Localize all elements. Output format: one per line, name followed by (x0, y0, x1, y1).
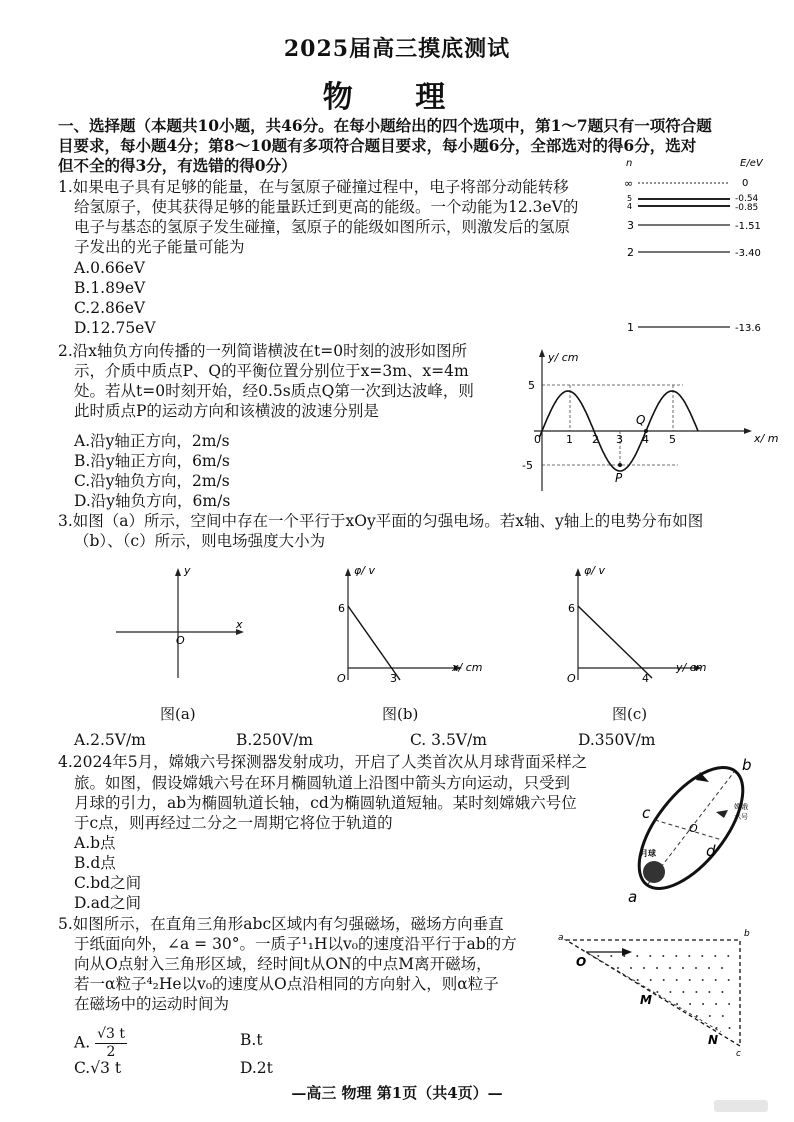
q2-text-line: 2.沿x轴负方向传播的一列简谐横波在t=0时刻的波形如图所 (58, 342, 468, 360)
field-dot (637, 979, 639, 981)
field-dot (688, 955, 690, 957)
level-e-label: -1.51 (735, 221, 761, 232)
q4-text-line: 4.2024年5月，嫦娥六号探测器发射成功，开启了人类首次从月球背面采样之 (58, 753, 588, 771)
energy-level-diagram (620, 150, 785, 340)
tick-x-5: 5 (669, 433, 676, 446)
level-e-label: -3.40 (735, 248, 761, 259)
magnetic-field-dots (597, 955, 730, 1029)
exam-title: 2025届高三摸底测试 (283, 36, 511, 62)
field-dot (669, 967, 671, 969)
level-e-label: 0 (742, 178, 749, 189)
q5-option-a (74, 1026, 127, 1061)
field-dot (714, 955, 716, 957)
label-o: O (689, 822, 698, 835)
field-dot (722, 1015, 724, 1017)
fig-c-x-intercept: 4 (642, 672, 649, 685)
probe-label: 六号 (734, 813, 748, 821)
label-a: a (558, 933, 564, 943)
q5-option-a-label: A. (74, 1033, 91, 1052)
fig-a-y-arrow-icon (175, 568, 181, 576)
level-e-label: -13.6 (735, 323, 761, 334)
fig-a-y-label: y (184, 564, 191, 577)
field-dot (682, 991, 684, 993)
probe-icon (716, 810, 728, 818)
fig-c-y-intercept: 6 (568, 602, 575, 615)
watermark-badge (714, 1100, 768, 1112)
fig-b-caption: 图(b) (382, 705, 419, 723)
q2-text-line: 示，介质中质点P、Q的平衡位置分别位于x=3m、x=4m (74, 362, 469, 380)
q5-text-line: 在磁场中的运动时间为 (74, 995, 230, 1013)
q5-option-d: D.2t (240, 1059, 273, 1077)
field-dot (729, 1027, 731, 1029)
field-dot (708, 967, 710, 969)
tick-x-4: 4 (642, 433, 649, 446)
q1-option-d: D.12.75eV (74, 319, 156, 337)
label-c: c (736, 1049, 741, 1058)
page-footer: —高三 物理 第1页（共4页）— (291, 1084, 503, 1102)
field-dot (636, 955, 638, 957)
field-dot (727, 955, 729, 957)
tick-y-5: 5 (528, 379, 535, 392)
moon-icon (643, 861, 665, 883)
figure-c-graph (556, 560, 726, 690)
label-d: d (706, 842, 716, 860)
moon-label: 月球 (640, 849, 656, 858)
q1-text-line: 给氢原子，使其获得足够的能量跃迁到更高的能级。一个动能为12.3eV的 (74, 198, 579, 216)
fig-c-y-arrow-icon (575, 568, 581, 576)
field-dot (597, 955, 599, 957)
fig-b-origin: O (337, 672, 346, 685)
level-n-label: 3 (627, 219, 634, 232)
fig-c-origin: O (567, 672, 576, 685)
label-n: N (708, 1033, 719, 1047)
level-n-label: 5 (627, 194, 633, 203)
q2-text-line: 处。若从t=0时刻开始，经0.5s质点Q第一次到达波峰，则 (74, 382, 474, 400)
label-m: M (640, 993, 652, 1007)
level-e-label: -0.54 (735, 194, 759, 204)
fig-b-x-intercept: 3 (390, 672, 397, 685)
field-dot (656, 967, 658, 969)
q1-text-line: 电子与基态的氢原子发生碰撞，氢原子的能级如图所示，则激发后的氢原 (74, 218, 571, 236)
q5-text-line: 5.如图所示，在直角三角形abc区域内有匀强磁场，磁场方向垂直 (58, 915, 504, 933)
fig-b-y-intercept: 6 (338, 602, 345, 615)
wave-x-label: x/ m (754, 432, 779, 445)
q5-option-b: B.t (240, 1031, 263, 1049)
fraction-denominator: 2 (106, 1044, 116, 1060)
wave-graph (518, 345, 780, 495)
field-dot (675, 955, 677, 957)
q4-option-a: A.b点 (74, 834, 116, 852)
field-dot (728, 1003, 730, 1005)
field-dot (695, 967, 697, 969)
level-n-label: 4 (627, 202, 633, 211)
q3-option-a: A.2.5V/m (74, 731, 146, 749)
wave-y-label: y/ cm (548, 351, 579, 364)
fig-c-x-label: y/ cm (676, 661, 707, 674)
q5-option-a-fraction (95, 1026, 127, 1061)
q5-text-line: 于纸面向外，∠a = 30°。一质子¹₁H以v₀的速度沿平行于ab的方 (74, 935, 517, 953)
level-n-label: ∞ (624, 177, 634, 190)
q1-option-a: A.0.66eV (74, 259, 145, 277)
field-dot (709, 1015, 711, 1017)
point-p (618, 463, 622, 467)
field-dot (696, 1015, 698, 1017)
y-axis-arrow-icon (539, 349, 545, 357)
n-axis-label: n (626, 158, 633, 169)
figure-b-graph (328, 560, 488, 690)
fig-b-y-arrow-icon (345, 568, 351, 576)
velocity-arrow-icon (622, 948, 632, 956)
q3-option-d: D.350V/m (578, 731, 656, 749)
energy-axis-label: E/eV (740, 158, 763, 169)
q2-option-d: D.沿y轴负方向，6m/s (74, 492, 231, 510)
q1-option-b: B.1.89eV (74, 279, 146, 297)
label-p: P (615, 471, 623, 485)
fig-c-caption: 图(c) (612, 705, 648, 723)
level-n-label: 2 (627, 246, 634, 259)
section-instruction-line: 但不全的得3分，有选错的得0分） (58, 156, 297, 175)
field-dot (610, 955, 612, 957)
q3-option-b: B.250V/m (236, 731, 314, 749)
fig-b-x-label: x/ cm (452, 661, 483, 674)
field-dot (715, 979, 717, 981)
q3-text-line: 3.如图（a）所示，空间中存在一个平行于xOy平面的匀强电场。若x轴、y轴上的电势分布如图 (58, 512, 704, 530)
field-dot (617, 967, 619, 969)
tick-x-1: 1 (566, 433, 573, 446)
fig-c-potential-line (578, 606, 652, 678)
fig-a-origin: O (176, 634, 185, 647)
tick-x-3: 3 (616, 433, 623, 446)
q5-text-line: 向从O点射入三角形区域，经时间t从ON的中点M离开磁场， (74, 955, 492, 973)
q2-text-line: 此时质点P的运动方向和该横波的波速分别是 (74, 402, 379, 420)
q1-option-c: C.2.86eV (74, 299, 146, 317)
q3-option-c: C. 3.5V/m (410, 731, 487, 749)
field-dot (689, 979, 691, 981)
field-dot (708, 991, 710, 993)
x-axis-arrow-icon (744, 428, 752, 434)
section-instruction-line: 一、选择题（本题共10小题，共46分。在每小题给出的四个选项中，第1～7题只有一项符合题 (58, 116, 712, 135)
field-dot (649, 955, 651, 957)
field-dot (663, 979, 665, 981)
magnetic-triangle-diagram (556, 926, 756, 1058)
q2-option-c: C.沿y轴负方向，2m/s (74, 472, 230, 490)
fig-b-potential-line (348, 606, 400, 680)
probe-label: 嫦娥 (734, 803, 748, 811)
label-o: O (576, 955, 587, 969)
q5-option-c: C.√3 t (74, 1059, 122, 1077)
fraction-numerator: √3 t (97, 1026, 125, 1042)
q2-option-a: A.沿y轴正方向，2m/s (74, 432, 230, 450)
q1-text-line: 1.如果电子具有足够的能量，在与氢原子碰撞过程中，电子将部分动能转移 (58, 178, 569, 196)
orbit-diagram (606, 752, 791, 907)
field-dot (676, 979, 678, 981)
field-dot (689, 1003, 691, 1005)
tick-x-0: 0 (534, 433, 541, 446)
level-e-label: -0.85 (735, 203, 759, 213)
label-c: c (642, 804, 651, 822)
label-a: a (628, 888, 638, 906)
field-dot (702, 979, 704, 981)
fig-a-x-label: x (236, 618, 243, 631)
field-dot (682, 967, 684, 969)
subject-title: 物 理 (322, 80, 472, 115)
section-instruction-line: 目要求，每小题4分；第8～10题有多项符合题目要求，每小题6分，全部选对的得6分，选对 (58, 136, 697, 155)
field-dot (715, 1003, 717, 1005)
tick-y-neg5: -5 (522, 459, 533, 472)
q4-text-line: 月球的引力，ab为椭圆轨道长轴，cd为椭圆轨道短轴。某时刻嫦娥六号位 (74, 794, 577, 812)
q4-option-d: D.ad之间 (74, 894, 141, 912)
q5-text-line: 若一α粒子⁴₂He以v₀的速度从O点沿相同的方向射入，则α粒子 (74, 975, 499, 993)
label-q: Q (636, 413, 646, 427)
q4-option-b: B.d点 (74, 854, 116, 872)
q4-text-line: 旅。如图，假设嫦娥六号在环月椭圆轨道上沿图中箭头方向运动，只受到 (74, 774, 571, 792)
q4-text-line: 于c点，则再经过二分之一周期它将位于轨道的 (74, 814, 393, 832)
figure-a-axes (110, 560, 250, 680)
q4-option-c: C.bd之间 (74, 874, 142, 892)
field-dot (695, 991, 697, 993)
fig-a-caption: 图(a) (160, 705, 196, 723)
field-dot (721, 991, 723, 993)
field-dot (643, 967, 645, 969)
level-n-label: 1 (627, 321, 634, 334)
q3-text-line: （b）、（c）所示，则电场强度大小为 (74, 532, 326, 550)
tick-x-2: 2 (592, 433, 599, 446)
label-b: b (742, 756, 752, 774)
label-b: b (744, 929, 750, 939)
field-dot (650, 979, 652, 981)
field-dot (728, 979, 730, 981)
q2-option-b: B.沿y轴正方向，6m/s (74, 452, 230, 470)
field-dot (662, 955, 664, 957)
field-dot (701, 955, 703, 957)
field-dot (669, 991, 671, 993)
field-dot (702, 1003, 704, 1005)
q1-text-line: 子发出的光子能量可能为 (74, 238, 245, 256)
field-dot (721, 967, 723, 969)
fig-c-y-label: φ/ v (584, 564, 605, 577)
field-dot (656, 991, 658, 993)
fig-b-y-label: φ/ v (354, 564, 375, 577)
field-dot (676, 1003, 678, 1005)
field-dot (630, 967, 632, 969)
point-q (644, 429, 648, 433)
